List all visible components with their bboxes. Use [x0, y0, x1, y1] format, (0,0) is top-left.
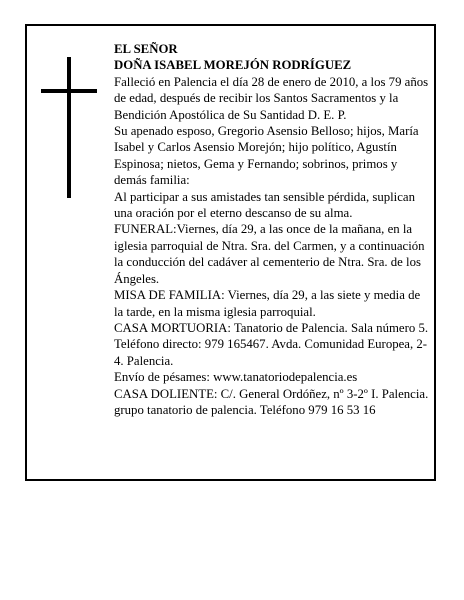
deceased-name: DOÑA ISABEL MOREJÓN RODRÍGUEZ	[114, 58, 352, 73]
mortuary-details: CASA MORTUORIA: Tanatorio de Palencia. Sala número 5. Teléfono directo: 979 165467. Avda. Comunidad Europea, 2-4. Palencia.	[114, 320, 429, 368]
death-announcement: Falleció en Palencia el día 28 de enero de 2010, a los 79 años de edad, después de recibir los Santos Sacramentos y la Bendición Apostólica de Su Santidad D. E. P.	[114, 74, 429, 122]
cross-horizontal-bar	[41, 89, 97, 93]
family-mass-details: MISA DE FAMILIA: Viernes, día 29, a las siete y media de la tarde, en la misma iglesia parroquial.	[114, 288, 421, 319]
prayer-request: Al participar a sus amistades tan sensible pérdida, suplican una oración por el eterno descanso de su alma.	[114, 189, 415, 221]
funeral-home-phone: grupo tanatorio de palencia. Teléfono 979 16 53 16	[114, 402, 376, 417]
grieving-home-address: CASA DOLIENTE: C/. General Ordóñez, nº 3-2º I. Palencia.	[114, 386, 429, 401]
condolences-website: Envío de pésames: www.tanatoriodepalencia.es	[114, 370, 358, 385]
notice-text	[114, 41, 432, 418]
cross-icon	[41, 57, 97, 198]
cross-vertical-bar	[67, 57, 71, 198]
family-members: Su apenado esposo, Gregorio Asensio Belloso; hijos, María Isabel y Carlos Asensio Morejón; hijo político, Agustín Espinosa; nietos, Gema y Fernando; sobrinos, primos y demás familia:	[114, 124, 419, 188]
funeral-details: FUNERAL:Viernes, día 29, a las once de la mañana, en la iglesia parroquial de Ntra. Sra. del Carmen, y a continuación la conducción del cadáver al cementerio de Ntra. Sra. de los Ángeles.	[114, 222, 425, 286]
obituary-notice	[25, 24, 436, 481]
notice-title: EL SEÑOR	[114, 42, 178, 56]
